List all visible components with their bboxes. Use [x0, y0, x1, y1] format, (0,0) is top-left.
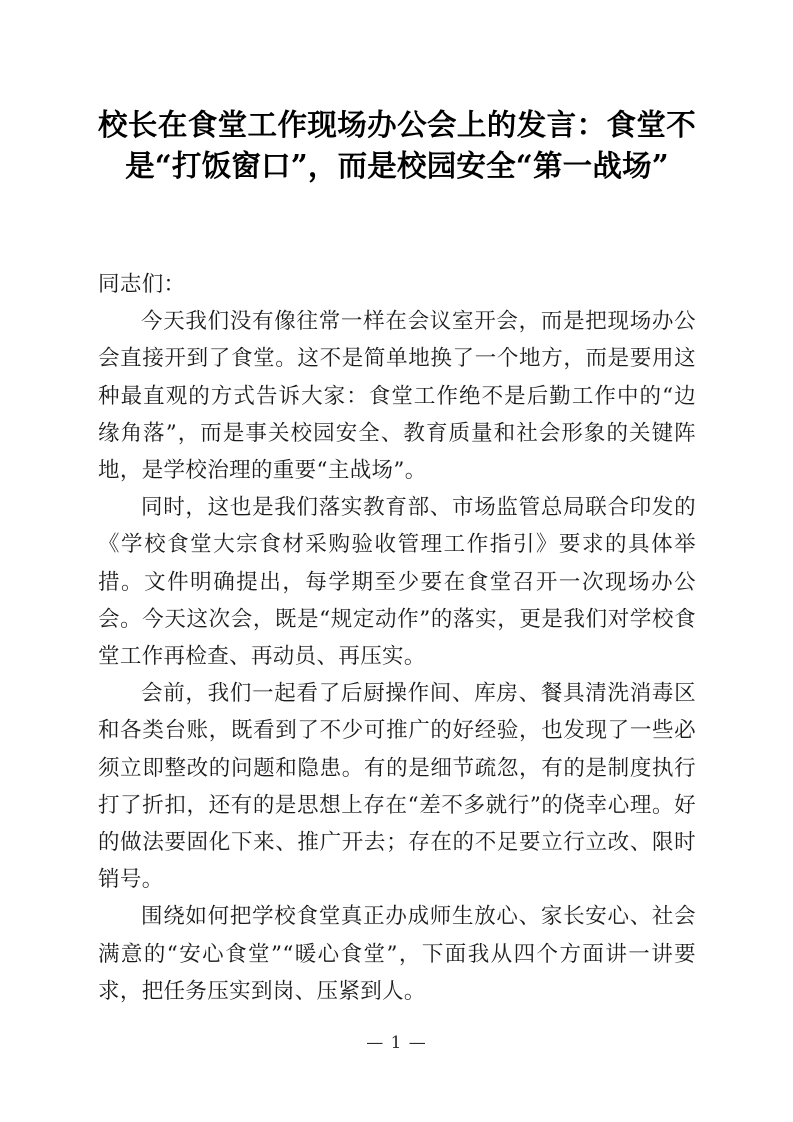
salutation: 同志们： [98, 272, 186, 297]
document-body [98, 266, 696, 1010]
body-paragraph-3: 会前，我们一起看了后厨操作间、库房、餐具清洗消毒区和各类台账，既看到了不少可推广的好经验，也发现了一些必须立即整改的问题和隐患。有的是细节疏忽，有的是制度执行打了折扣，还有的是思想上存在“差不多就行”的侥幸心理。好的做法要固化下来、推广开去；存在的不足要立行立改、限时销号。 [98, 681, 696, 893]
page-number-footer: — 1 — [366, 1033, 427, 1053]
page-title: 校长在食堂工作现场办公会上的发言：食堂不是“打饭窗口”，而是校园安全“第一战场” [98, 107, 696, 183]
body-paragraph-1: 今天我们没有像往常一样在会议室开会，而是把现场办公会直接开到了食堂。这不是简单地换了一个地方，而是要用这种最直观的方式告诉大家：食堂工作绝不是后勤工作中的“边缘角落”，而是事关校园安全、教育质量和社会形象的关键阵地，是学校治理的重要“主战场”。 [98, 309, 696, 484]
body-paragraph-4: 围绕如何把学校食堂真正办成师生放心、家长安心、社会满意的“安心食堂”“暖心食堂”，下面我从四个方面讲一讲要求，把任务压实到岗、压紧到人。 [98, 904, 696, 1004]
body-paragraph-2: 同时，这也是我们落实教育部、市场监管总局联合印发的《学校食堂大宗食材采购验收管理工作指引》要求的具体举措。文件明确提出，每学期至少要在食堂召开一次现场办公会。今天这次会，既是“规定动作”的落实，更是我们对学校食堂工作再检查、再动员、再压实。 [98, 495, 696, 670]
